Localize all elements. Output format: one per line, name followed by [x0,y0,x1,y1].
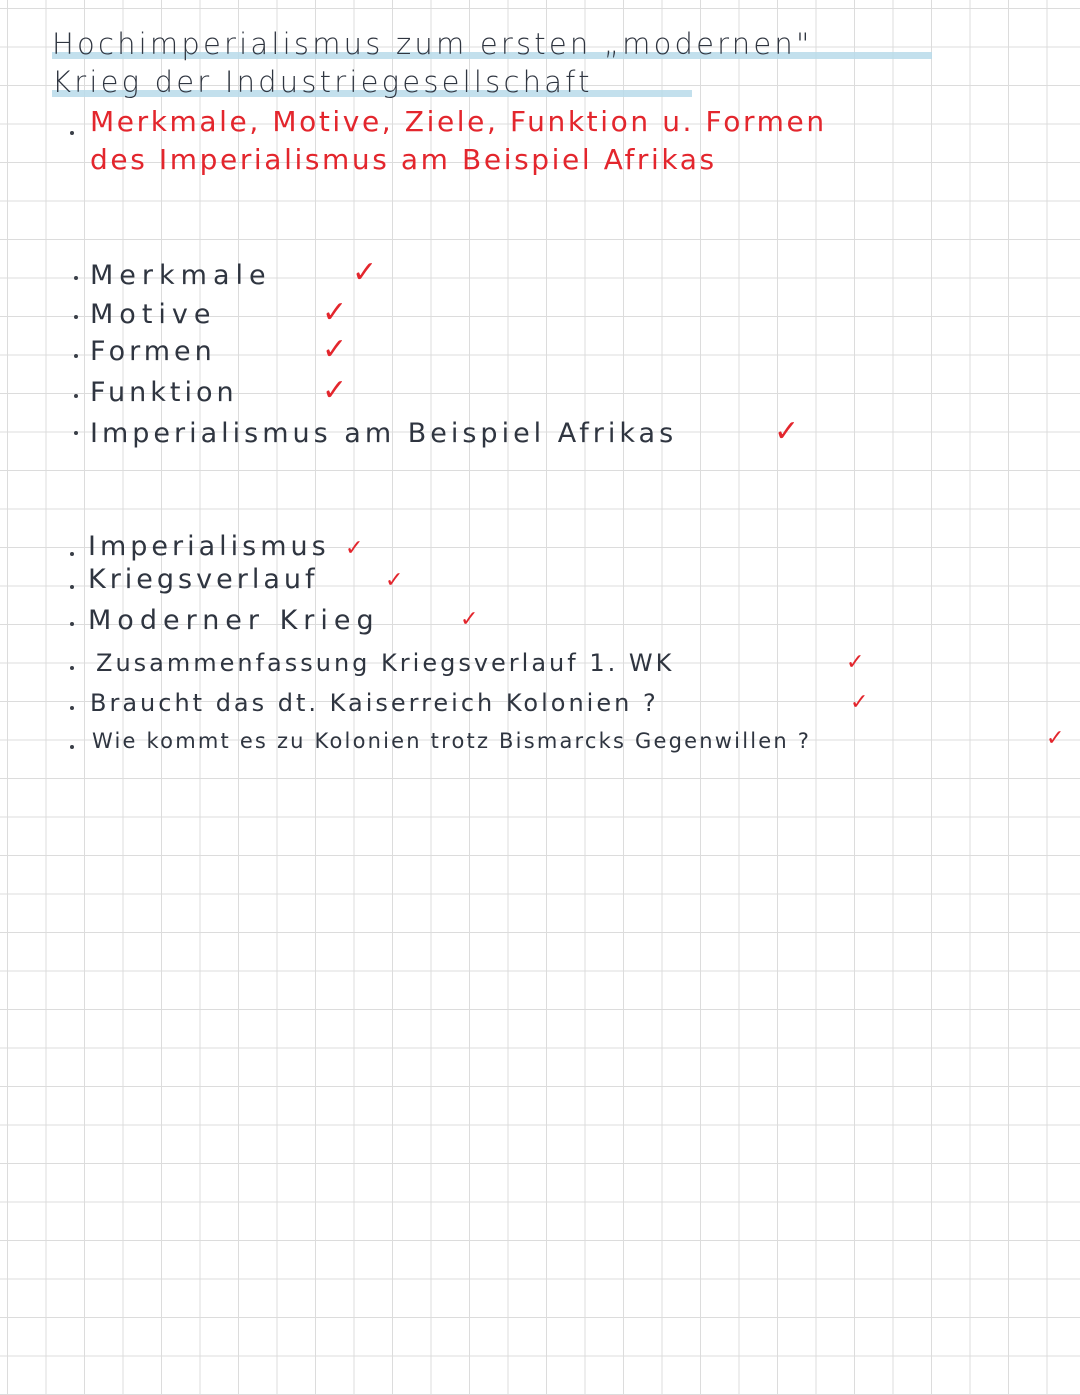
check-mark-icon: ✓ [345,536,364,561]
check-mark-icon: ✓ [352,255,378,290]
list-item: Imperialismus [88,531,330,562]
subtitle-line-2: des Imperialismus am Beispiel Afrikas [90,143,717,176]
bullet [70,585,74,589]
bullet [70,622,74,626]
list-item: Kriegsverlauf [88,564,319,595]
list-item: Wie kommt es zu Kolonien trotz Bismarcks Gegenwillen ? [92,729,812,753]
check-mark-icon: ✓ [322,295,348,330]
list-item: Zusammenfassung Kriegsverlauf 1. WK [96,649,675,677]
bullet [74,354,78,358]
check-mark-icon: ✓ [322,373,348,408]
check-mark-icon: ✓ [774,414,800,449]
bullet [70,706,74,710]
bullet [74,315,78,319]
list-item: Funktion [90,377,238,408]
list-item: Motive [90,299,217,330]
page-title-line-2: Krieg der Industriegesellschaft [52,65,593,99]
list-item: Formen [90,336,216,367]
subtitle-line-1: Merkmale, Motive, Ziele, Funktion u. Formen [90,105,827,138]
bullet [70,745,74,749]
check-mark-icon: ✓ [850,690,869,715]
bullet [70,666,74,670]
list-item: Braucht das dt. Kaiserreich Kolonien ? [90,689,659,717]
list-item: Merkmale [90,260,272,291]
check-mark-icon: ✓ [846,650,865,675]
page-title-line-1: Hochimperialismus zum ersten „modernen" [52,27,813,61]
subtitle-bullet [70,131,74,135]
bullet [74,394,78,398]
check-mark-icon: ✓ [385,568,404,593]
list-item: Imperialismus am Beispiel Afrikas [90,418,678,449]
check-mark-icon: ✓ [322,332,348,367]
check-mark-icon: ✓ [1046,726,1065,751]
bullet [70,552,74,556]
bullet [74,276,78,280]
list-item: Moderner Krieg [88,605,380,636]
bullet [74,431,78,435]
check-mark-icon: ✓ [460,607,479,632]
